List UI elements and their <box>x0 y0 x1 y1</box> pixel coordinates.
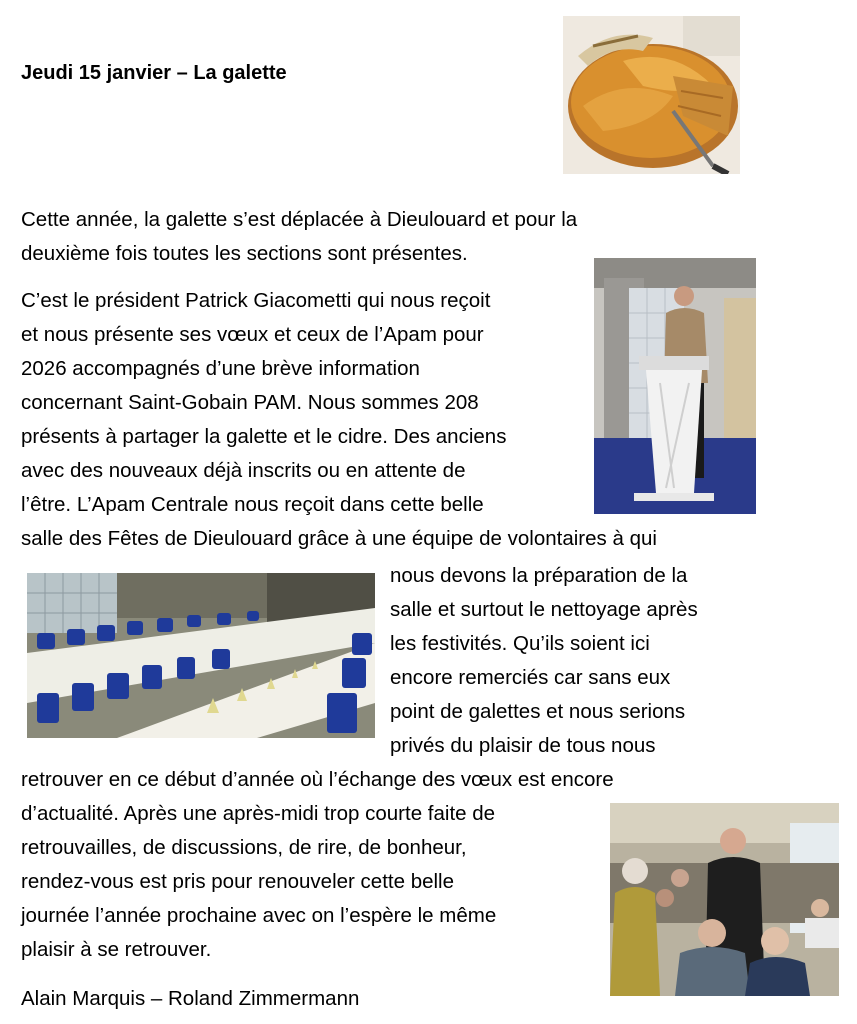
text-line: journée l’année prochaine avec on l’espère le même <box>21 904 497 927</box>
banquet-hall-photo <box>27 573 375 738</box>
text-line: avec des nouveaux déjà inscrits ou en attente de <box>21 459 466 482</box>
text-line: concernant Saint-Gobain PAM. Nous sommes 208 <box>21 391 479 414</box>
text-line: privés du plaisir de tous nous <box>390 734 656 757</box>
text-line: rendez-vous est pris pour renouveler cette belle <box>21 870 455 893</box>
text-line: retrouvailles, de discussions, de rire, de bonheur, <box>21 836 467 859</box>
guests-group-photo <box>610 803 839 996</box>
galette-photo <box>563 16 740 174</box>
text-line: plaisir à se retrouver. <box>21 938 212 961</box>
text-line: C’est le président Patrick Giacometti qui nous reçoit <box>21 289 491 312</box>
text-line: deuxième fois toutes les sections sont présentes. <box>21 242 468 265</box>
text-line: nous devons la préparation de la <box>390 564 688 587</box>
text-line: retrouver en ce début d’année où l’échange des vœux est encore <box>21 768 614 791</box>
text-line: et nous présente ses vœux et ceux de l’Apam pour <box>21 323 484 346</box>
text-line: salle et surtout le nettoyage après <box>390 598 698 621</box>
text-line: les festivités. Qu’ils soient ici <box>390 632 650 655</box>
text-line: point de galettes et nous serions <box>390 700 686 723</box>
text-line: d’actualité. Après une après-midi trop courte faite de <box>21 802 496 825</box>
text-line: encore remerciés car sans eux <box>390 666 671 689</box>
signature: Alain Marquis – Roland Zimmermann <box>21 987 360 1010</box>
text-line: présents à partager la galette et le cidre. Des anciens <box>21 425 507 448</box>
page-title: Jeudi 15 janvier – La galette <box>21 62 287 84</box>
text-line: l’être. L’Apam Centrale nous reçoit dans cette belle <box>21 493 484 516</box>
president-speech-photo <box>594 258 756 514</box>
text-line: Cette année, la galette s’est déplacée à Dieulouard et pour la <box>21 208 578 231</box>
text-line: 2026 accompagnés d’une brève information <box>21 357 420 380</box>
text-line: salle des Fêtes de Dieulouard grâce à une équipe de volontaires à qui <box>21 527 657 550</box>
